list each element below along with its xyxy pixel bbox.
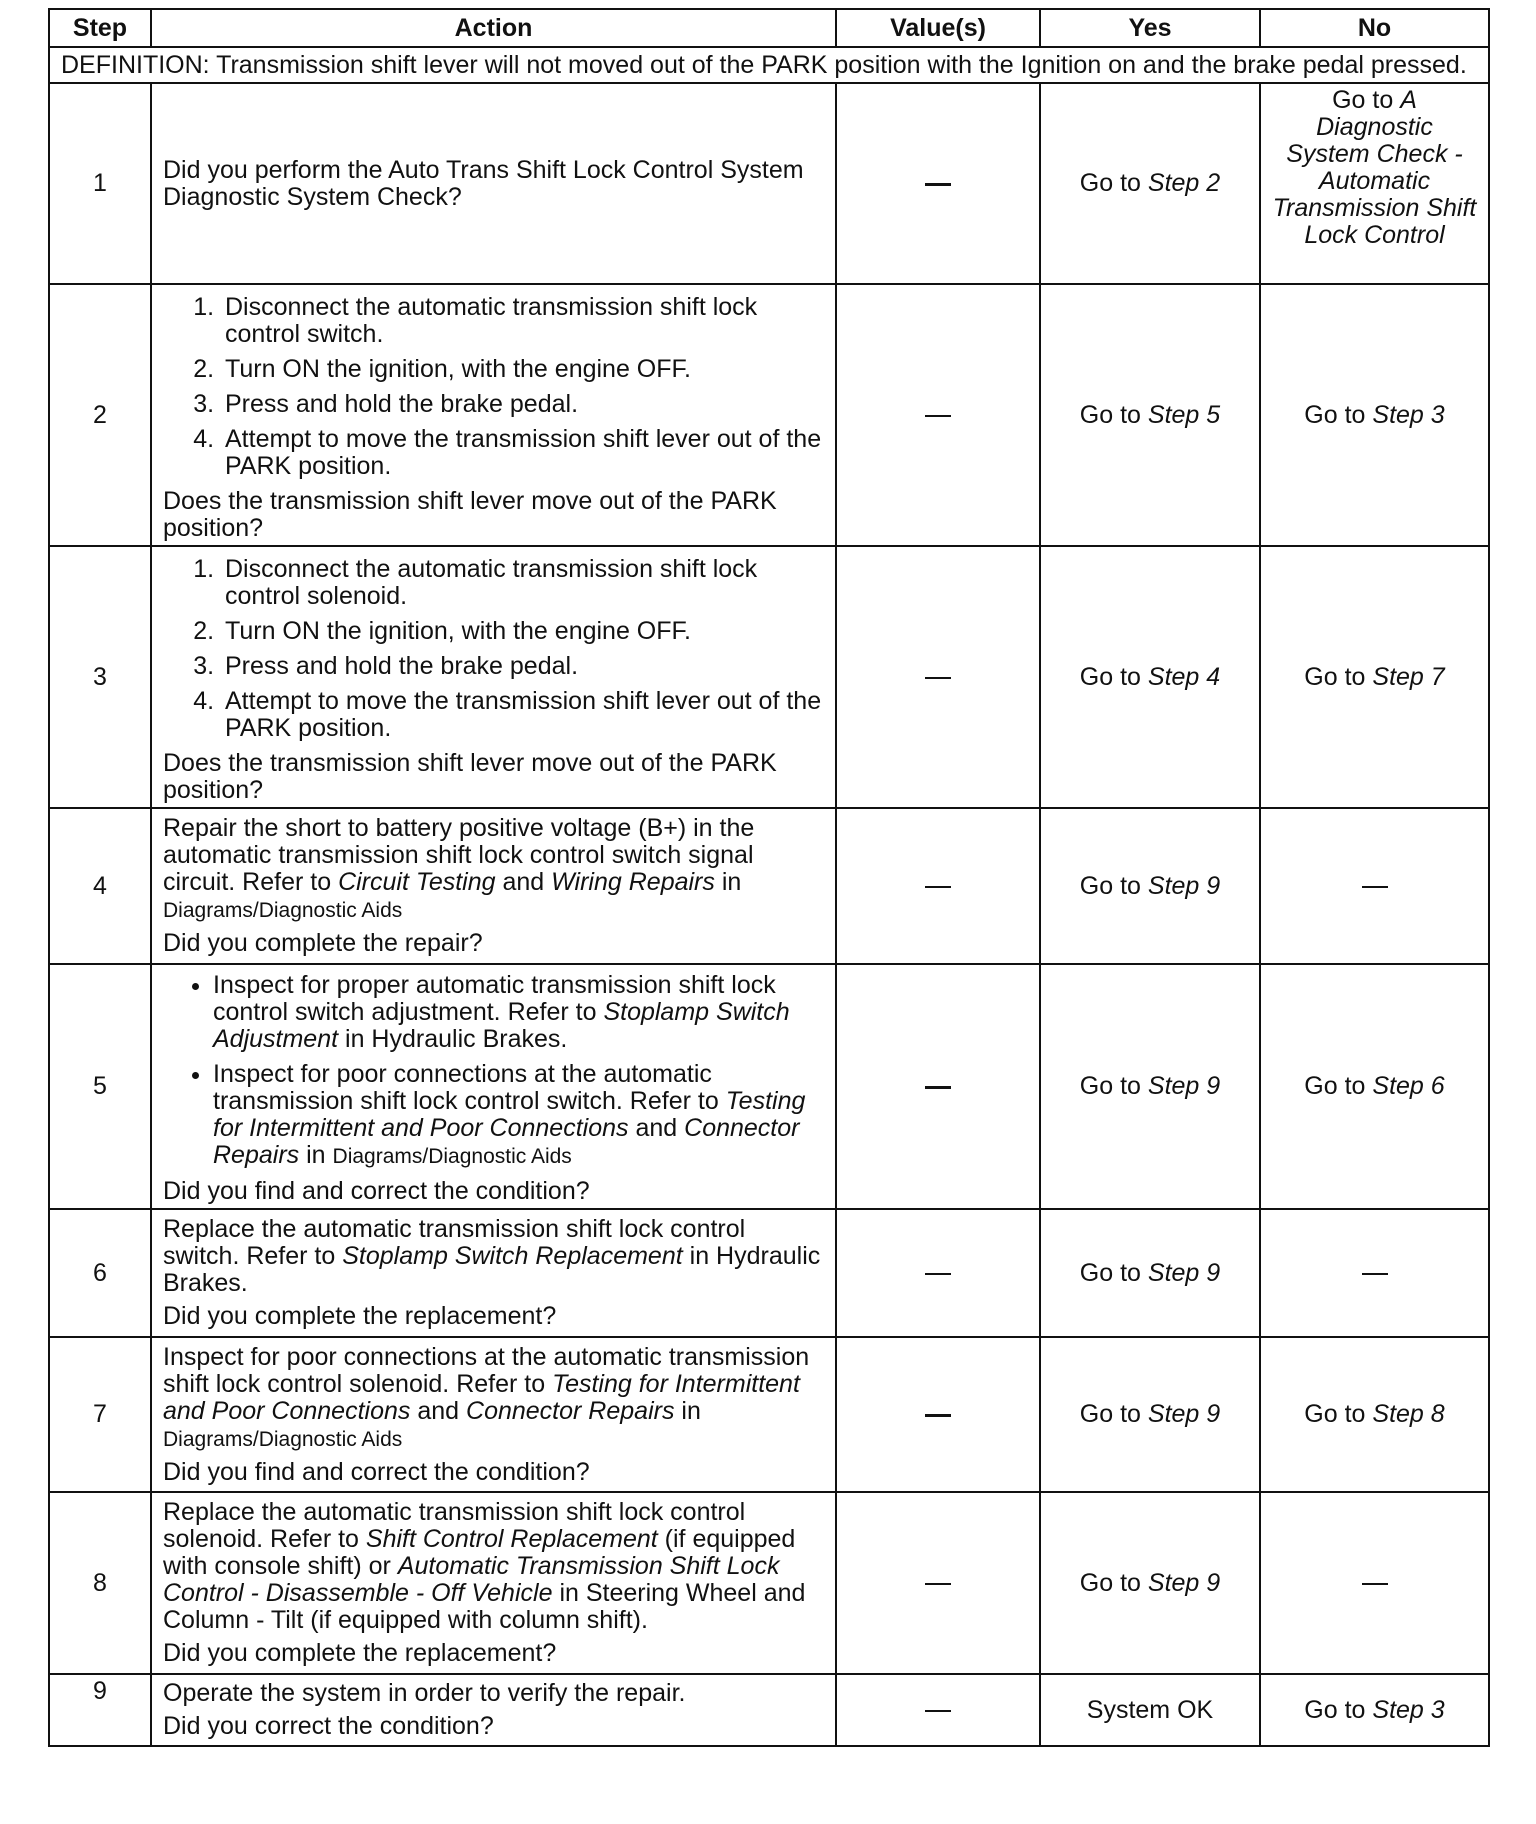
procedure-item: 4. Attempt to move the transmission shift lever out of the PARK position. — [221, 688, 824, 742]
no-link[interactable]: Go to A Diagnostic System Check - Automatic Transmission Shift Lock Control — [1272, 86, 1477, 249]
step-action — [151, 1337, 836, 1492]
step-value — [836, 83, 1040, 284]
procedure-item: 2. Turn ON the ignition, with the engine OFF. — [221, 618, 824, 645]
procedure-item: 2. Turn ON the ignition, with the engine OFF. — [221, 356, 824, 383]
step-number: 8 — [49, 1492, 151, 1674]
step-value — [836, 1674, 1040, 1746]
step-no — [1260, 964, 1489, 1209]
step-question: Did you complete the replacement? — [163, 1639, 557, 1667]
step-yes — [1040, 1674, 1260, 1746]
dash-mark — [925, 1086, 951, 1089]
dash-mark — [925, 183, 951, 186]
step-question: Did you complete the replacement? — [163, 1302, 557, 1330]
step-no — [1260, 284, 1489, 546]
header-step: Step — [49, 9, 151, 47]
step-no — [1260, 83, 1489, 284]
no-link[interactable]: Go to Step 6 — [1304, 1072, 1445, 1100]
table-row — [49, 546, 1489, 808]
step-yes — [1040, 808, 1260, 964]
step-action — [151, 808, 836, 964]
system-ok-text: System OK — [1086, 1695, 1214, 1724]
diagnostic-table-container — [48, 8, 1490, 1747]
header-no: No — [1260, 9, 1489, 47]
table-row — [49, 1337, 1489, 1492]
table-row — [49, 1209, 1489, 1337]
step-action — [151, 1674, 836, 1746]
yes-link[interactable]: Go to Step 9 — [1079, 1400, 1221, 1428]
yes-link[interactable]: Go to Step 9 — [1079, 1072, 1221, 1100]
action-text: Inspect for poor connections at the automatic transmission shift lock control solenoid. Refer to Testing for Intermittent and Poor Connections and Connector Repairs in Diagrams/Diagnostic Aids — [163, 1342, 810, 1451]
action-text: Repair the short to battery positive voltage (B+) in the automatic transmission shift lock control switch signal circuit. Refer to Circuit Testing and Wiring Repairs in Diagrams/Diagnostic Aids — [163, 814, 755, 922]
step-question: Does the transmission shift lever move out of the PARK position? — [163, 487, 777, 542]
step-value — [836, 1492, 1040, 1674]
dash-mark — [925, 677, 951, 680]
step-yes — [1040, 1209, 1260, 1337]
table-row — [49, 808, 1489, 964]
step-number: 5 — [49, 964, 151, 1209]
step-action — [151, 284, 836, 546]
step-number: 4 — [49, 808, 151, 964]
dash-mark — [925, 1710, 951, 1713]
table-row — [49, 284, 1489, 546]
dash-mark — [1362, 1583, 1388, 1586]
step-action — [151, 83, 836, 284]
step-number: 9 — [49, 1674, 151, 1746]
reference-doc: Diagrams/Diagnostic Aids — [163, 899, 403, 922]
step-no — [1260, 546, 1489, 808]
procedure-item: 4. Attempt to move the transmission shift lever out of the PARK position. — [221, 426, 824, 480]
step-no — [1260, 1337, 1489, 1492]
yes-link[interactable]: Go to Step 9 — [1079, 1258, 1221, 1287]
step-question: Did you correct the condition? — [163, 1712, 494, 1740]
dash-mark — [925, 1583, 951, 1586]
step-no — [1260, 1209, 1489, 1337]
no-link[interactable]: Go to Step 3 — [1304, 400, 1445, 429]
step-number: 1 — [49, 83, 151, 284]
yes-link[interactable]: Go to Step 2 — [1079, 169, 1221, 197]
reference-doc: Diagrams/Diagnostic Aids — [332, 1145, 572, 1168]
header-action: Action — [151, 9, 836, 47]
header-values: Value(s) — [836, 9, 1040, 47]
step-yes — [1040, 546, 1260, 808]
step-value — [836, 546, 1040, 808]
step-number: 6 — [49, 1209, 151, 1337]
inspection-item: • Inspect for poor connections at the automatic transmission shift lock control switch. Refer to Testing for Intermittent and Poor Connections and Connector Repairs in Diagrams/Diagnostic Aids — [213, 1061, 824, 1170]
step-number: 3 — [49, 546, 151, 808]
step-question: Does the transmission shift lever move out of the PARK position? — [163, 749, 777, 804]
step-value — [836, 964, 1040, 1209]
step-yes — [1040, 1337, 1260, 1492]
step-value — [836, 1337, 1040, 1492]
definition-row — [49, 47, 1489, 83]
yes-link[interactable]: Go to Step 4 — [1079, 662, 1221, 691]
definition-text: DEFINITION: Transmission shift lever will not moved out of the PARK position with the Ignition on and the brake pedal pressed. — [49, 47, 1489, 83]
action-text: Replace the automatic transmission shift lock control switch. Refer to Stoplamp Switch Replacement in Hydraulic Brakes. — [163, 1215, 821, 1297]
step-yes — [1040, 83, 1260, 284]
procedure-item: 3. Press and hold the brake pedal. — [221, 391, 824, 418]
action-text: Replace the automatic transmission shift lock control solenoid. Refer to Shift Control Replacement (if equipped with console shift) or Automatic Transmission Shift Lock Control - Disassemble - Off Vehicle in Steering Wheel and Column - Tilt (if equipped with column shift). — [163, 1498, 806, 1634]
diagnostic-table — [48, 8, 1490, 1747]
yes-link[interactable]: Go to Step 5 — [1079, 400, 1221, 429]
step-action — [151, 1492, 836, 1674]
procedure-list — [163, 294, 824, 480]
action-text: Did you perform the Auto Trans Shift Lock Control System Diagnostic System Check? — [163, 155, 804, 211]
yes-link[interactable]: Go to Step 9 — [1079, 871, 1221, 900]
procedure-list — [163, 556, 824, 742]
step-yes — [1040, 1492, 1260, 1674]
no-link[interactable]: Go to Step 7 — [1304, 662, 1445, 691]
step-action — [151, 964, 836, 1209]
table-row — [49, 83, 1489, 284]
action-text: Operate the system in order to verify the repair. — [163, 1679, 686, 1707]
dash-mark — [1362, 1273, 1388, 1276]
step-action — [151, 546, 836, 808]
step-action — [151, 1209, 836, 1337]
step-question: Did you find and correct the condition? — [163, 1457, 590, 1486]
step-no — [1260, 808, 1489, 964]
step-value — [836, 808, 1040, 964]
procedure-item: 3. Press and hold the brake pedal. — [221, 653, 824, 680]
step-value — [836, 284, 1040, 546]
inspection-item: • Inspect for proper automatic transmission shift lock control switch adjustment. Refer to Stoplamp Switch Adjustment in Hydraulic Brakes. — [213, 972, 824, 1053]
table-row — [49, 1674, 1489, 1746]
header-yes: Yes — [1040, 9, 1260, 47]
step-yes — [1040, 284, 1260, 546]
procedure-item: 1. Disconnect the automatic transmission shift lock control switch. — [221, 294, 824, 348]
step-number: 7 — [49, 1337, 151, 1492]
step-value — [836, 1209, 1040, 1337]
no-link[interactable]: Go to Step 8 — [1304, 1400, 1445, 1428]
step-no — [1260, 1674, 1489, 1746]
yes-link[interactable]: Go to Step 9 — [1079, 1568, 1221, 1597]
no-link[interactable]: Go to Step 3 — [1304, 1695, 1445, 1724]
dash-mark — [1362, 886, 1388, 889]
procedure-item: 1. Disconnect the automatic transmission shift lock control solenoid. — [221, 556, 824, 610]
step-number: 2 — [49, 284, 151, 546]
table-row — [49, 964, 1489, 1209]
dash-mark — [925, 1414, 951, 1417]
dash-mark — [925, 1273, 951, 1276]
step-no — [1260, 1492, 1489, 1674]
dash-mark — [925, 415, 951, 418]
table-row — [49, 1492, 1489, 1674]
step-yes — [1040, 964, 1260, 1209]
inspection-list — [163, 972, 824, 1170]
step-question: Did you find and correct the condition? — [163, 1177, 590, 1205]
step-question: Did you complete the repair? — [163, 929, 483, 957]
header-row — [49, 9, 1489, 47]
dash-mark — [925, 886, 951, 889]
reference-doc: Diagrams/Diagnostic Aids — [163, 1427, 403, 1451]
